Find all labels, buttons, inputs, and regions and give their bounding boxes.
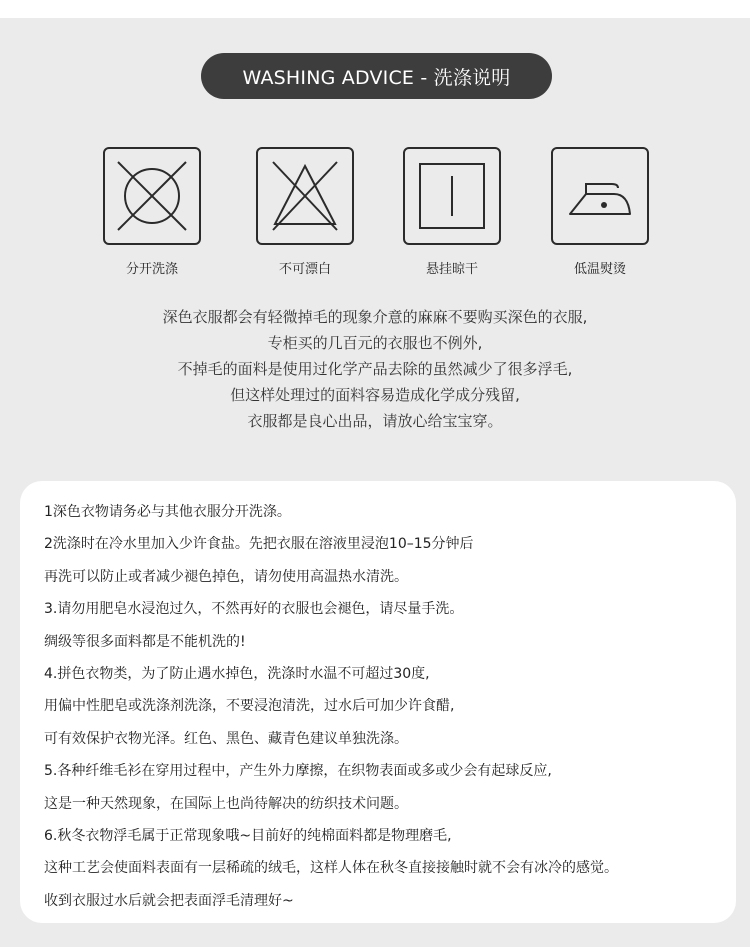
top-strip [0, 0, 750, 18]
wash-separately-icon [103, 147, 201, 245]
description-line: 深色衣服都会有轻微掉毛的现象介意的麻麻不要购买深色的衣服, [162, 308, 588, 326]
instruction-line: 可有效保护衣物光泽。红色、黑色、藏青色建议单独洗涤。 [44, 730, 408, 747]
instruction-line: 再洗可以防止或者减少褪色掉色，请勿使用高温热水清洗。 [44, 568, 408, 585]
hang-dry-icon [403, 147, 501, 245]
description-line: 但这样处理过的面料容易造成化学成分残留, [230, 386, 520, 404]
care-label: 不可漂白 [278, 262, 331, 277]
description-line: 专柜买的几百元的衣服也不例外, [267, 334, 483, 352]
instruction-line: 5.各种纤维毛衫在穿用过程中，产生外力摩擦，在织物表面或多或少会有起球反应, [44, 763, 552, 780]
instructions-card [20, 481, 736, 923]
care-icons-row [0, 147, 750, 277]
instruction-line: 3.请勿用肥皂水浸泡过久，不然再好的衣服也会褪色，请尽量手洗。 [44, 601, 464, 618]
section-title [201, 53, 552, 99]
instruction-line: 4.拼色衣物类，为了防止遇水掉色，洗涤时水温不可超过30度, [44, 665, 430, 682]
instruction-line: 1深色衣物请务必与其他衣服分开洗涤。 [44, 504, 291, 520]
care-item-no-bleach [250, 147, 360, 277]
care-item-wash-separately [97, 147, 207, 277]
care-label: 低温熨烫 [573, 262, 626, 277]
care-item-low-temp-iron [545, 147, 655, 277]
instruction-line: 6.秋冬衣物浮毛属于正常现象哦~目前好的纯棉面料都是物理磨毛, [44, 827, 452, 844]
instruction-line: 这种工艺会使面料表面有一层稀疏的绒毛，这样人体在秋冬直接接触时就不会有冰冷的感觉。 [44, 860, 618, 877]
instruction-line: 收到衣服过水后就会把表面浮毛清理好~ [44, 892, 294, 909]
instruction-line: 用偏中性肥皂或洗涤剂洗涤，不要浸泡清洗，过水后可加少许食醋, [44, 698, 455, 715]
no-bleach-icon [256, 147, 354, 245]
description-line: 不掉毛的面料是使用过化学产品去除的虽然减少了很多浮毛, [177, 360, 573, 378]
care-label: 悬挂晾干 [425, 262, 478, 277]
instruction-line: 2洗涤时在冷水里加入少许食盐。先把衣服在溶液里浸泡10–15分钟后 [44, 536, 474, 553]
low-temp-iron-icon [551, 147, 649, 245]
care-label: 分开洗涤 [125, 262, 178, 277]
description-line: 衣服都是良心出品，请放心给宝宝穿。 [247, 412, 503, 430]
instruction-line: 绸级等很多面料都是不能机洗的! [44, 633, 246, 650]
care-item-hang-dry [397, 147, 507, 277]
section-title-text: WASHING ADVICE - 洗涤说明 [242, 66, 511, 89]
instruction-line: 这是一种天然现象，在国际上也尚待解决的纺织技术问题。 [44, 795, 408, 812]
description [0, 304, 750, 434]
